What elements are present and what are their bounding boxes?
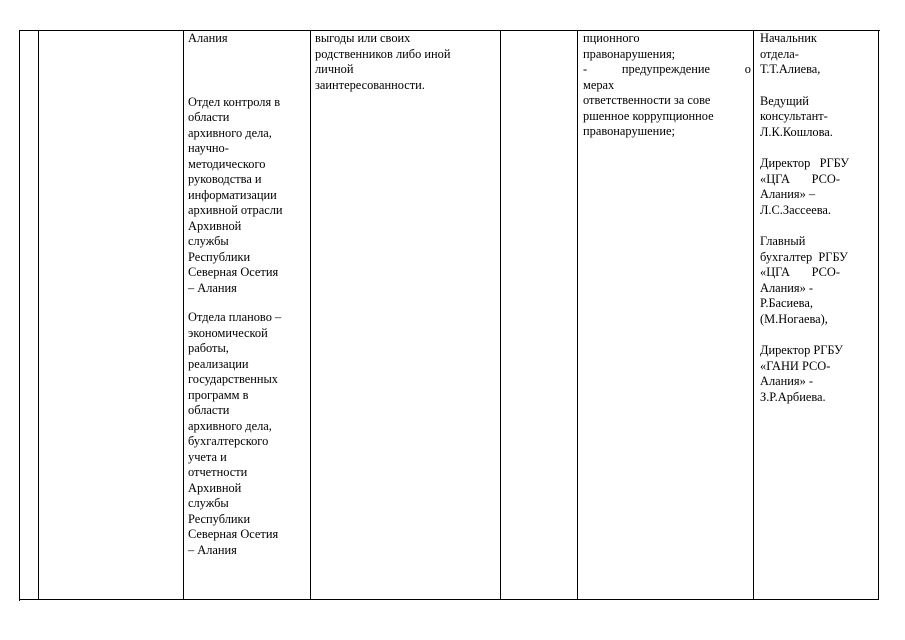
text-line: руководства и: [188, 172, 262, 186]
text-line: методического: [188, 156, 266, 171]
column-1: [19, 30, 39, 600]
cell-departments: [188, 31, 309, 558]
text-line: Республики: [188, 511, 251, 526]
text-line: – Алания: [188, 542, 237, 557]
text-line: Архивной: [188, 480, 242, 495]
text-line: «ЦГА РСО-: [760, 265, 840, 279]
text-line: Ведущий: [760, 93, 809, 108]
column-4: [311, 30, 501, 600]
table-bottom-border: [19, 599, 879, 600]
text-line: бухгалтер РГБУ: [760, 249, 848, 264]
text-line: отчетности: [188, 465, 248, 479]
text-line: (М.Ногаева),: [760, 311, 828, 326]
text-line: пционного: [583, 31, 640, 45]
text-line: ршенное коррупционное: [583, 108, 714, 123]
text-line: службы: [188, 496, 229, 510]
text-line: Алания: [188, 31, 228, 45]
text-line: Архивной: [188, 218, 242, 233]
text-line: Начальник: [760, 31, 817, 45]
text-line: родственников либо иной: [315, 46, 451, 61]
text-line: мерах: [583, 77, 615, 92]
text-line: З.Р.Арбиева.: [760, 389, 826, 404]
text-line: государственных: [188, 372, 279, 386]
text-line: Северная Осетия: [188, 527, 279, 541]
text-line: ответственности за сове: [583, 93, 711, 107]
text-line: консультант-: [760, 109, 828, 123]
text-line: бухгалтерского: [188, 434, 269, 448]
text-line: работы,: [188, 341, 229, 355]
text-line: отдела-: [760, 46, 799, 61]
text-line: учета и: [188, 449, 227, 464]
text-line: - предупреждение о: [583, 62, 751, 76]
text-line: программ в: [188, 387, 249, 402]
text-line: выгоды или своих: [315, 31, 411, 45]
text-line: Республики: [188, 249, 251, 264]
text-line: Отдел контроля в: [188, 94, 281, 109]
cell-responsible-persons: [760, 31, 876, 405]
text-line: области: [188, 403, 230, 417]
text-line: – Алания: [188, 280, 237, 295]
text-line: Алания» -: [760, 280, 814, 295]
text-line: Алания» –: [760, 187, 816, 201]
text-line: архивной отрасли: [188, 203, 283, 217]
cell-measures: [583, 31, 751, 140]
text-line: службы: [188, 234, 229, 248]
text-line: области: [188, 110, 230, 124]
column-2: [39, 30, 184, 600]
cell-description: [315, 31, 499, 93]
text-line: «ЦГА РСО-: [760, 171, 840, 186]
text-line: реализации: [188, 356, 249, 371]
text-line: «ГАНИ РСО-: [760, 358, 831, 373]
text-line: архивного дела,: [188, 125, 272, 140]
text-line: правонарушение;: [583, 124, 675, 138]
text-line: экономической: [188, 325, 268, 340]
text-line: Северная Осетия: [188, 265, 279, 279]
text-line: Директор РГБУ: [760, 343, 843, 357]
text-line: Алания» -: [760, 374, 814, 388]
text-line: архивного дела,: [188, 418, 272, 433]
text-line: Директор РГБУ: [760, 156, 850, 170]
text-line: научно-: [188, 141, 229, 155]
text-line: Л.С.Зассеева.: [760, 202, 832, 217]
text-line: Отдела планово –: [188, 310, 282, 324]
text-line: Главный: [760, 234, 806, 248]
column-5: [501, 30, 578, 600]
text-line: Л.К.Кошлова.: [760, 124, 833, 139]
text-line: информатизации: [188, 187, 277, 202]
text-line: Р.Басиева,: [760, 296, 813, 310]
text-line: правонарушения;: [583, 46, 676, 61]
text-line: личной: [315, 62, 354, 76]
text-line: Т.Т.Алиева,: [760, 62, 821, 76]
text-line: заинтересованности.: [315, 77, 425, 92]
